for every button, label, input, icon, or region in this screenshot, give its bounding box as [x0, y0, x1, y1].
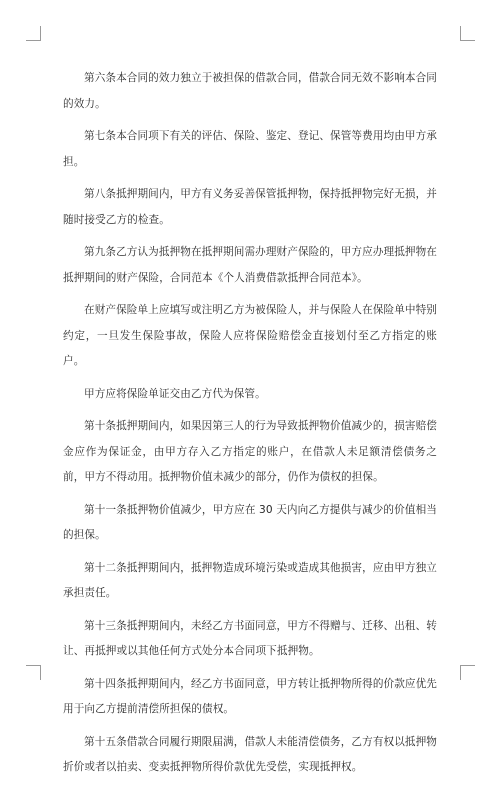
paragraph-article-6: 第六条本合同的效力独立于被担保的借款合同，借款合同无效不影响本合同的效力。	[63, 72, 437, 110]
crop-mark-bottom-right	[460, 665, 475, 680]
crop-mark-bottom-left	[26, 665, 41, 680]
paragraph-article-7: 第七条本合同项下有关的评估、保险、鉴定、登记、保管等费用均由甲方承担。	[63, 130, 437, 168]
paragraph-article-13: 第十三条抵押期间内，未经乙方书面同意，甲方不得赠与、迁移、出租、转让、再抵押或以其他任何方式处分本合同项下抵押物。	[63, 619, 437, 657]
paragraph-article-14: 第十四条抵押期间内，经乙方书面同意，甲方转让抵押物所得的价款应优先用于向乙方提前清偿所担保的债权。	[63, 677, 437, 715]
paragraph-article-8: 第八条抵押期间内，甲方有义务妥善保管抵押物，保持抵押物完好无损，并随时接受乙方的检查。	[63, 188, 437, 226]
paragraph-insurance-beneficiary: 在财产保险单上应填写或注明乙方为被保险人，并与保险人在保险单中特别约定，一旦发生保险事故，保险人应将保险赔偿金直接划付至乙方指定的账户。	[63, 304, 437, 367]
paragraph-article-12: 第十二条抵押期间内，抵押物造成环境污染或造成其他损害，应由甲方独立承担责任。	[63, 561, 437, 599]
crop-mark-top-right	[460, 26, 475, 41]
document-body	[63, 66, 437, 788]
paragraph-article-15: 第十五条借款合同履行期限届满，借款人未能清偿债务，乙方有权以抵押物折价或者以拍卖、变卖抵押物所得价款优先受偿，实现抵押权。	[63, 735, 437, 773]
paragraph-article-11: 第十一条抵押物价值减少，甲方应在 30 天内向乙方提供与减少的价值相当的担保。	[63, 503, 437, 541]
paragraph-article-10: 第十条抵押期间内，如果因第三人的行为导致抵押物价值减少的，损害赔偿金应作为保证金，由甲方存入乙方指定的账户，在借款人未足额清偿债务之前，甲方不得动用。抵押物价值未减少的部分，仍作为债权的担保。	[63, 420, 437, 483]
paragraph-article-9: 第九条乙方认为抵押物在抵押期间需办理财产保险的，甲方应办理抵押物在抵押期间的财产保险，合同范本《个人消费借款抵押合同范本》。	[63, 246, 437, 284]
crop-mark-top-left	[26, 26, 41, 41]
paragraph-insurance-custody: 甲方应将保险单证交由乙方代为保管。	[84, 387, 266, 400]
